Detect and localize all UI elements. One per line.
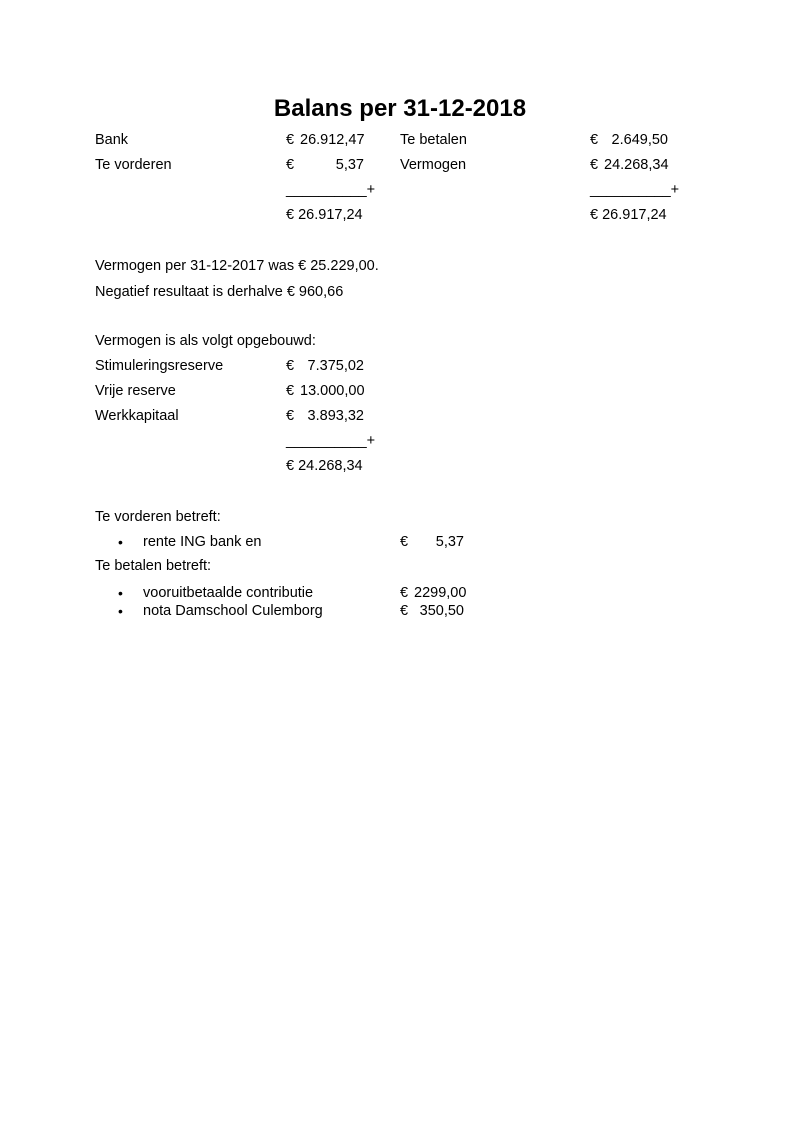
equity-item-amount: € 13.000,00 [286, 383, 365, 399]
previous-equity-note: Vermogen per 31-12-2017 was € 25.229,00. [95, 258, 379, 274]
result-note: Negatief resultaat is derhalve € 960,66 [95, 284, 344, 300]
equity-item-label: Werkkapitaal [95, 408, 179, 424]
balance-right-sum-line: __________+ [590, 182, 680, 198]
balance-right-total: € 26.917,24 [590, 207, 667, 223]
payable-item-amount: € 2299,00 [400, 585, 467, 601]
balance-right-amount: € 2.649,50 [590, 132, 668, 148]
equity-heading: Vermogen is als volgt opgebouwd: [95, 333, 316, 349]
balance-right-amount: € 24.268,34 [590, 157, 669, 173]
balance-left-amount: € 5,37 [286, 157, 364, 173]
payable-item-label: nota Damschool Culemborg [143, 603, 323, 619]
bullet-icon: • [118, 534, 123, 550]
receivables-heading: Te vorderen betreft: [95, 509, 221, 525]
equity-item-amount: € 3.893,32 [286, 408, 364, 424]
balance-right-label: Te betalen [400, 132, 467, 148]
balance-left-label: Te vorderen [95, 157, 172, 173]
payable-item-amount: € 350,50 [400, 603, 464, 619]
equity-item-label: Stimuleringsreserve [95, 358, 224, 374]
balance-right-label: Vermogen [400, 157, 467, 173]
page-title: Balans per 31-12-2018 [273, 95, 527, 122]
bullet-icon: • [118, 603, 123, 619]
equity-total: € 24.268,34 [286, 458, 363, 474]
balance-left-label: Bank [95, 132, 129, 148]
receivable-item-label: rente ING bank en [143, 534, 262, 550]
payables-heading: Te betalen betreft: [95, 558, 212, 574]
receivable-item-amount: € 5,37 [400, 534, 464, 550]
equity-sum-line: __________+ [286, 433, 376, 449]
equity-item-amount: € 7.375,02 [286, 358, 364, 374]
balance-left-sum-line: __________+ [286, 182, 376, 198]
balance-left-amount: € 26.912,47 [286, 132, 365, 148]
bullet-icon: • [118, 585, 123, 601]
balance-left-total: € 26.917,24 [286, 207, 363, 223]
equity-item-label: Vrije reserve [95, 383, 176, 399]
payable-item-label: vooruitbetaalde contributie [143, 585, 314, 601]
